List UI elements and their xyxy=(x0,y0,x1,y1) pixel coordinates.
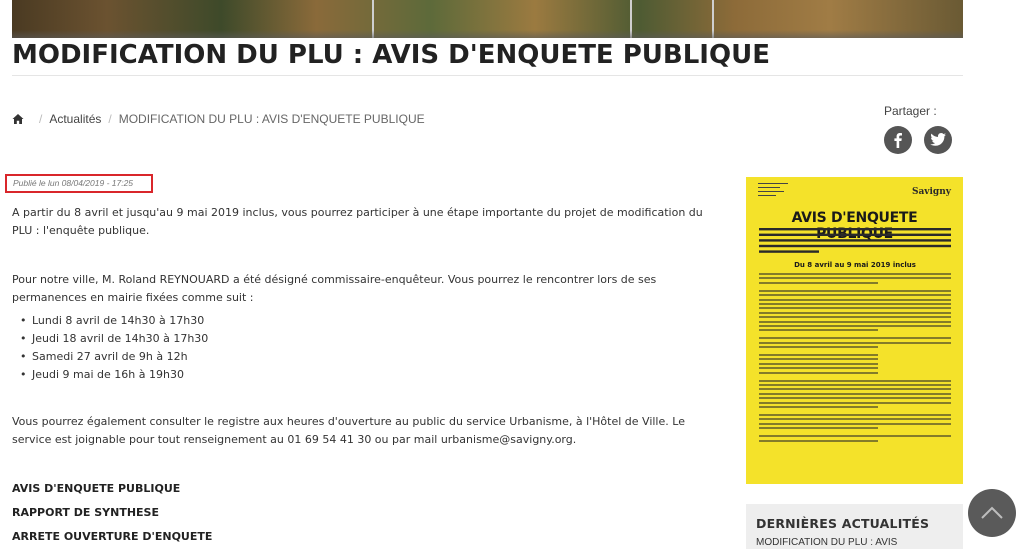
poster-dates: Du 8 avril au 9 mai 2019 inclus xyxy=(794,261,916,269)
list-item: • Jeudi 9 mai de 16h à 19h30 xyxy=(20,366,208,384)
publication-date: Publié le lun 08/04/2019 - 17:25 xyxy=(5,174,153,193)
twitter-icon[interactable] xyxy=(924,126,952,154)
list-item: • Jeudi 18 avril de 14h30 à 17h30 xyxy=(20,330,208,348)
poster-body-text xyxy=(759,273,951,444)
avis-enquete-link[interactable]: AVIS D'ENQUETE PUBLIQUE xyxy=(12,482,181,495)
registry-paragraph: Vous pourrez également consulter le registre aux heures d'ouverture au public du service Urbanisme, à l'Hôtel de Ville. Le service est joignable pour tout renseignement au 01 69 54 41 30 ou par mail urbanisme@savigny.org. xyxy=(12,415,685,446)
permanence-schedule-list xyxy=(20,312,208,384)
header-banner-image xyxy=(12,0,963,38)
commissioner-paragraph: Pour notre ville, M. Roland REYNOUARD a été désigné commissaire-enquêteur. Vous pourrez le rencontrer lors de ses permanences en mairie fixées comme suit : xyxy=(12,273,657,304)
breadcrumb-separator: / xyxy=(108,112,112,126)
breadcrumb-separator: / xyxy=(39,112,43,126)
breadcrumb-actualites-link[interactable]: Actualités xyxy=(49,112,102,126)
poster-title: AVIS D'ENQUETE xyxy=(791,210,918,226)
title-divider xyxy=(12,75,963,76)
document-links xyxy=(12,480,212,549)
intro-paragraph: A partir du 8 avril et jusqu'au 9 mai 2019 inclus, vous pourrez participer à une étape importante du projet de modification du PLU : l'enquête publique. xyxy=(12,206,703,237)
banner-detail xyxy=(712,0,714,38)
enquete-poster-image[interactable] xyxy=(746,177,963,484)
share-label: Partager : xyxy=(884,104,937,118)
rapport-synthese-link[interactable]: RAPPORT DE SYNTHESE xyxy=(12,506,159,519)
arrete-ouverture-link[interactable]: ARRETE OUVERTURE D'ENQUETE xyxy=(12,530,213,543)
page-title: MODIFICATION DU PLU : AVIS D'ENQUETE PUBLIQUE xyxy=(12,40,770,70)
list-item: • Samedi 27 avril de 9h à 12h xyxy=(20,348,208,366)
share-icons xyxy=(884,126,952,154)
poster-intro-text xyxy=(759,228,951,259)
back-to-top-button[interactable] xyxy=(968,489,1016,537)
latest-news-panel xyxy=(746,504,963,549)
chevron-up-icon xyxy=(981,506,1003,520)
latest-news-title: DERNIÈRES ACTUALITÉS xyxy=(756,516,930,531)
list-item: • Lundi 8 avril de 14h30 à 17h30 xyxy=(20,312,208,330)
poster-logo-left xyxy=(758,183,798,200)
banner-detail xyxy=(372,0,374,38)
breadcrumb-current-page: MODIFICATION DU PLU : AVIS D'ENQUETE PUBLIQUE xyxy=(118,112,425,126)
poster-logo-savigny: Savigny xyxy=(911,187,951,197)
breadcrumb xyxy=(12,111,425,127)
latest-news-item[interactable]: MODIFICATION DU PLU : AVIS xyxy=(756,537,898,548)
share-panel xyxy=(884,104,964,118)
banner-detail xyxy=(630,0,632,38)
facebook-icon[interactable] xyxy=(884,126,912,154)
home-icon[interactable] xyxy=(12,113,24,125)
